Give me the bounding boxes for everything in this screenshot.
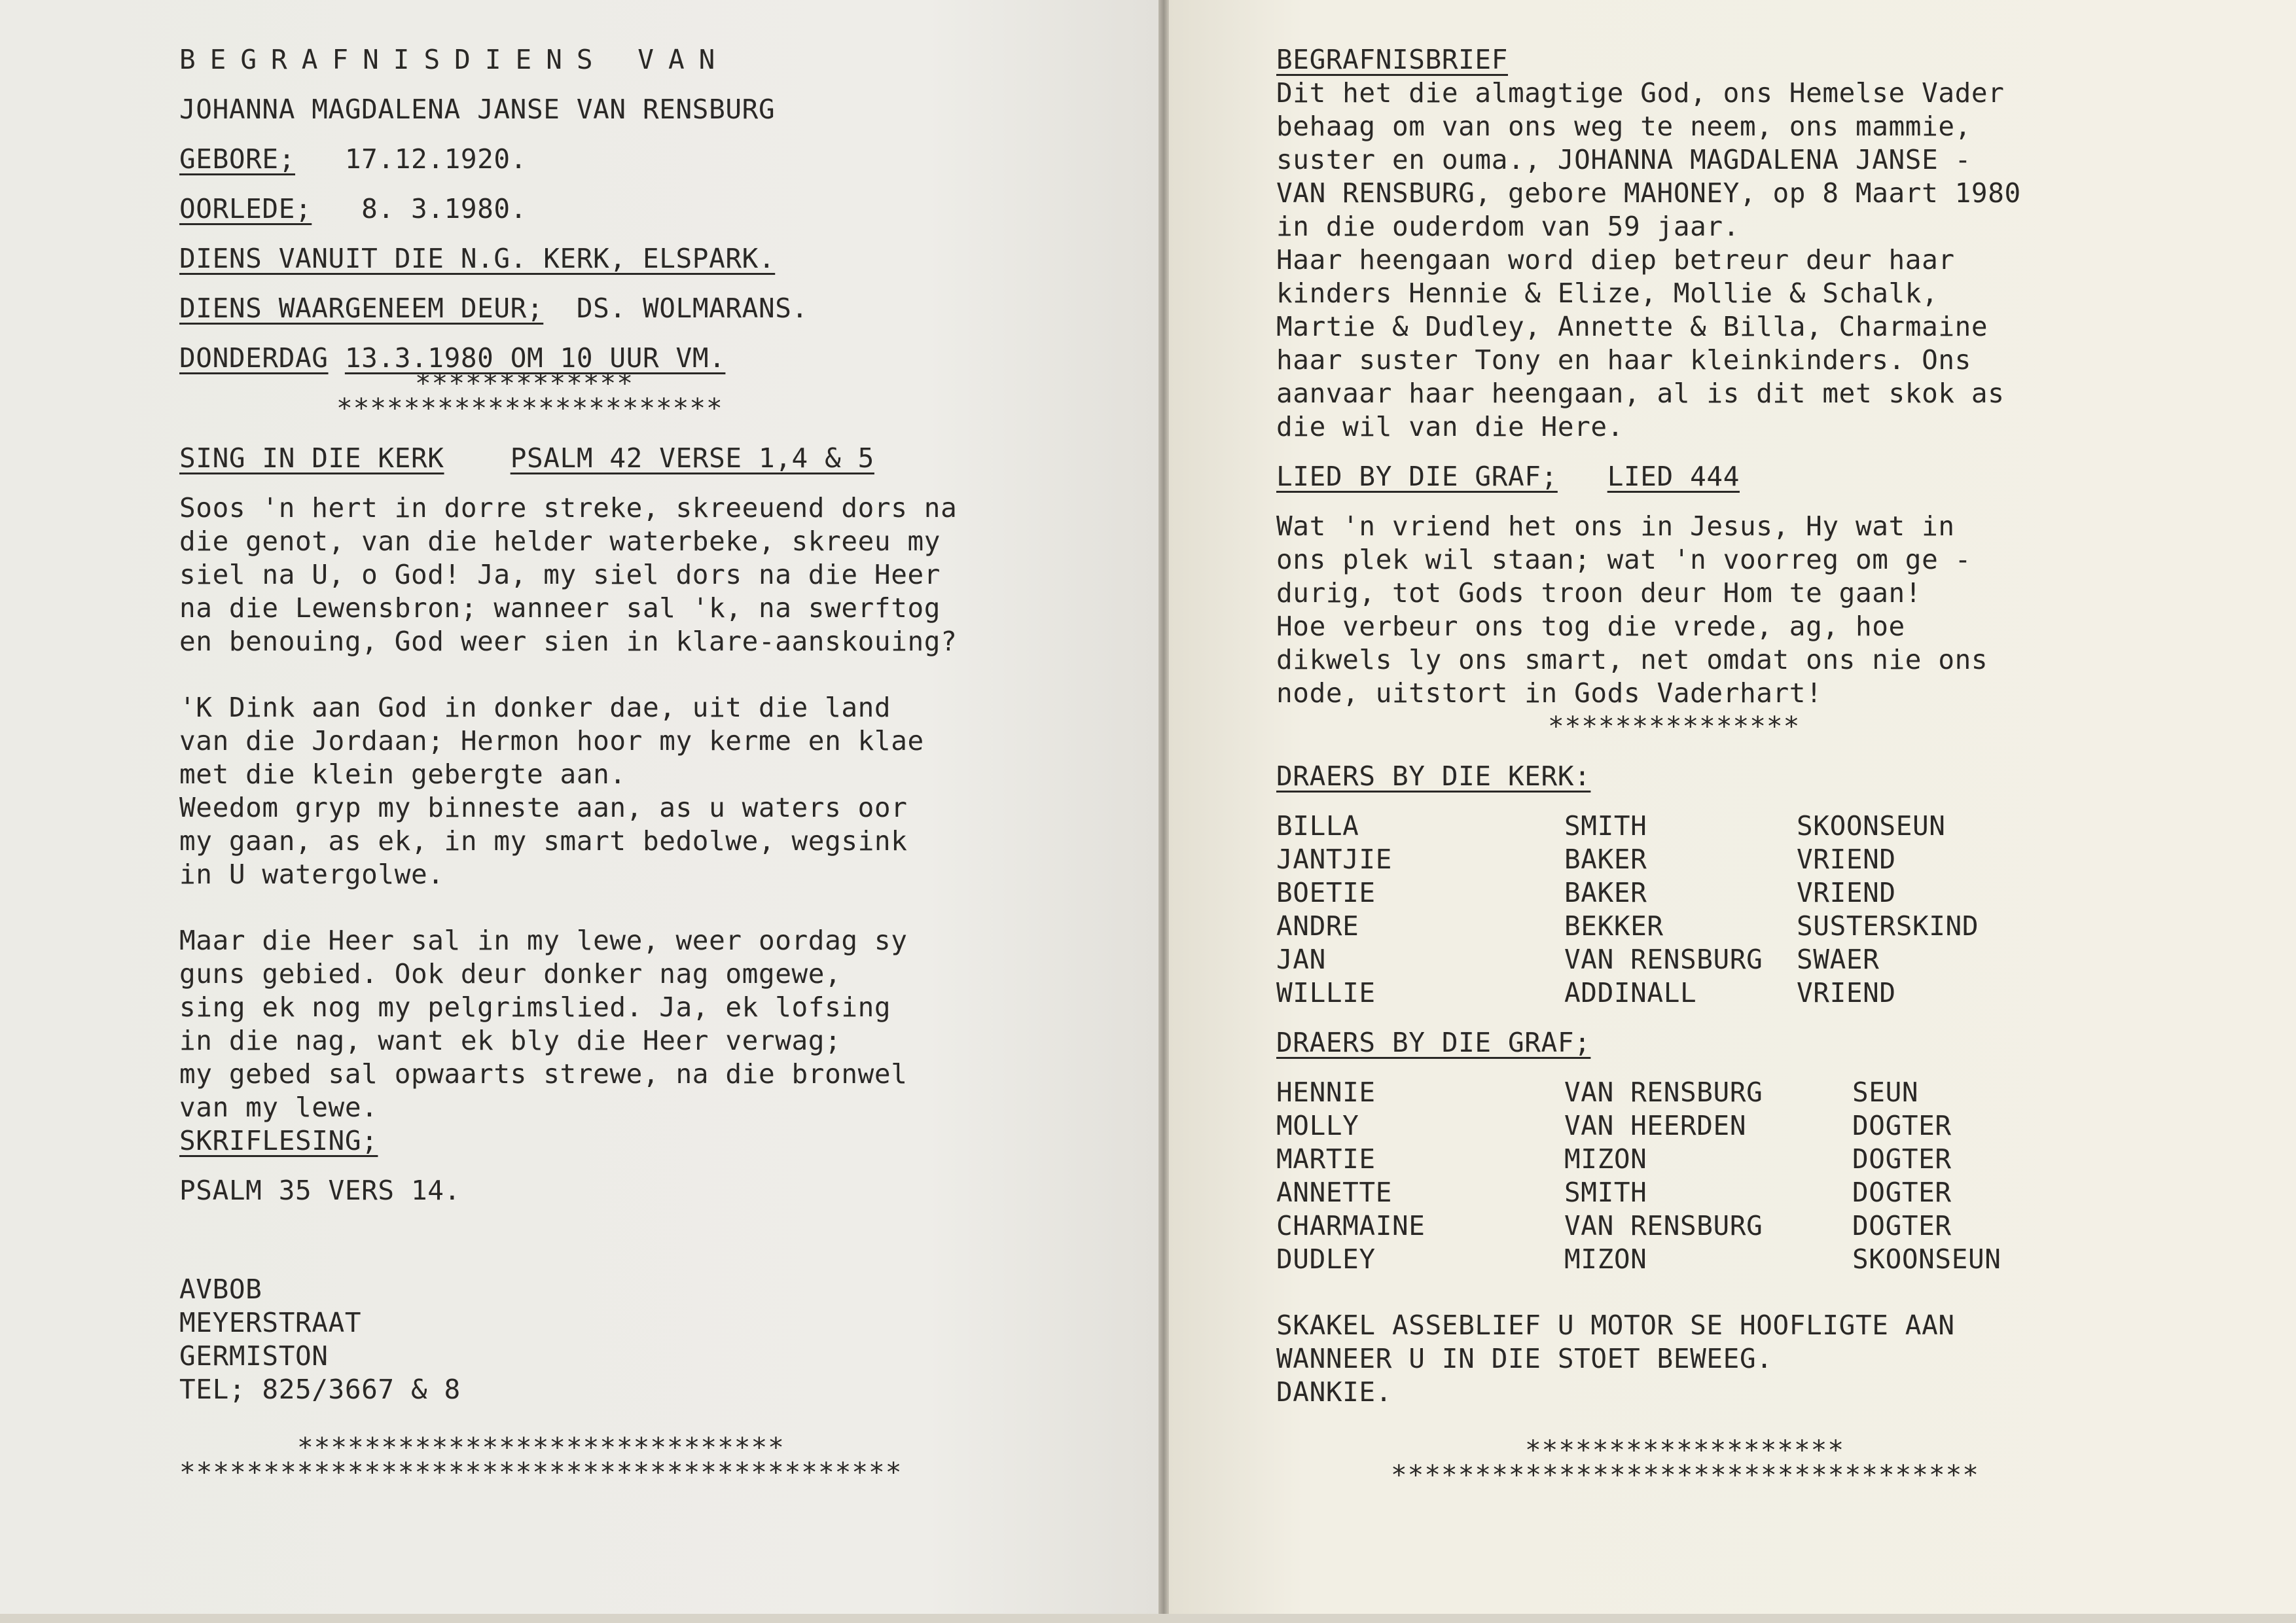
letter-line: aanvaar haar heengaan, al is dit met skok as	[1276, 378, 2005, 409]
bearer-surname: BAKER	[1564, 877, 1647, 908]
born-label: GEBORE;	[179, 143, 295, 175]
bearers-church-table	[1276, 810, 2271, 1010]
bearer-surname: BEKKER	[1564, 910, 1664, 942]
bearer-surname: VAN RENSBURG	[1564, 1077, 1763, 1108]
bearer-surname: VAN HEERDEN	[1564, 1110, 1747, 1141]
service-venue: DIENS VANUIT DIE N.G. KERK, ELSPARK.	[179, 243, 776, 274]
reading-value: PSALM 35 VERS 14.	[179, 1175, 461, 1206]
verse-line: Weedom gryp my binneste aan, as u waters oor	[179, 792, 908, 823]
bearer-first-name: JAN	[1276, 944, 1326, 975]
verse-line: my gebed sal opwaarts strewe, na die bronwel	[179, 1058, 908, 1090]
song-line: node, uitstort in Gods Vaderhart!	[1276, 677, 1823, 709]
funeral-letter	[1276, 77, 2271, 444]
verse-line: siel na U, o God! Ja, my siel dors na die Heer	[179, 559, 941, 590]
bearer-surname: BAKER	[1564, 844, 1647, 875]
divider-stars-long: ***********************	[336, 393, 723, 424]
bearer-relation: VRIEND	[1797, 877, 1896, 908]
bearer-relation: DOGTER	[1852, 1110, 1952, 1141]
verse-line: van die Jordaan; Hermon hoor my kerme en klae	[179, 725, 924, 757]
letter-line: die wil van die Here.	[1276, 411, 1624, 442]
song-heading-line	[1276, 460, 2271, 493]
song-line: dikwels ly ons smart, net omdat ons nie ons	[1276, 644, 1988, 675]
bearer-first-name: ANDRE	[1276, 910, 1359, 942]
bearer-first-name: HENNIE	[1276, 1077, 1376, 1108]
died-line	[179, 192, 1122, 226]
verse-line: na die Lewensbron; wanneer sal 'k, na swerftog	[179, 592, 941, 624]
bearer-relation: DOGTER	[1852, 1143, 1952, 1175]
bearer-surname: MIZON	[1564, 1143, 1647, 1175]
song-line: durig, tot Gods troon deur Hom te gaan!	[1276, 577, 1922, 609]
bearer-relation: VRIEND	[1797, 977, 1896, 1008]
died-label: OORLEDE;	[179, 193, 312, 224]
verse-line: in die nag, want ek bly die Heer verwag;	[179, 1025, 842, 1056]
letter-line: VAN RENSBURG, gebore MAHONEY, op 8 Maart 1980	[1276, 177, 2021, 209]
footer-stars-top: *******************	[1525, 1435, 1844, 1466]
closing-line: SKAKEL ASSEBLIEF U MOTOR SE HOOFLIGTE AAN	[1276, 1310, 1955, 1341]
page-fold	[1158, 0, 1169, 1623]
bearer-surname: ADDINALL	[1564, 977, 1697, 1008]
verse-line: en benouing, God weer sien in klare-aanskouing?	[179, 626, 958, 657]
closing-line: WANNEER U IN DIE STOET BEWEEG.	[1276, 1343, 1773, 1374]
right-page-content	[1276, 43, 2271, 1492]
undertaker-block	[179, 1273, 1122, 1406]
footer-stars-bottom: *******************************************	[179, 1457, 903, 1488]
bearer-relation: DOGTER	[1852, 1210, 1952, 1241]
letter-line: behaag om van ons weg te neem, ons mammie,	[1276, 111, 1971, 142]
letter-line: in die ouderdom van 59 jaar.	[1276, 211, 1740, 242]
bearers-church-heading	[1276, 760, 2271, 793]
date-line	[179, 342, 1122, 375]
verse-line: met die klein gebergte aan.	[179, 758, 626, 790]
closing-notice	[1276, 1309, 2271, 1409]
divider-stars-short: *************	[415, 368, 634, 399]
divider-stars-mid: ***************	[1548, 711, 1801, 742]
left-page-content	[179, 43, 1122, 1489]
bearer-relation: VRIEND	[1797, 844, 1896, 875]
bearer-relation: SKOONSEUN	[1797, 810, 1946, 842]
hymn-line	[179, 442, 1122, 475]
song-line: ons plek wil staan; wat 'n voorreg om ge -	[1276, 544, 1971, 575]
verse-line: 'K Dink aan God in donker dae, uit die land	[179, 692, 891, 723]
bearer-surname: VAN RENSBURG	[1564, 1210, 1763, 1241]
bearer-first-name: JANTJIE	[1276, 844, 1392, 875]
verse-line: sing ek nog my pelgrimslied. Ja, ek lofsing	[179, 991, 891, 1023]
bearer-surname: VAN RENSBURG	[1564, 944, 1763, 975]
letter-line: Martie & Dudley, Annette & Billa, Charmaine	[1276, 311, 1988, 342]
bearer-relation: SKOONSEUN	[1852, 1243, 2001, 1275]
bearer-relation: DOGTER	[1852, 1177, 1952, 1208]
officiant-line	[179, 292, 1122, 325]
song-number: LIED 444	[1607, 461, 1740, 492]
song-text	[1276, 510, 2271, 710]
song-line: Hoe verbeur ons tog die vrede, ag, hoe	[1276, 611, 1905, 642]
letter-line: kinders Hennie & Elize, Mollie & Schalk,	[1276, 277, 1939, 309]
bearer-first-name: MARTIE	[1276, 1143, 1376, 1175]
bearer-first-name: ANNETTE	[1276, 1177, 1392, 1208]
bearers-church-label: DRAERS BY DIE KERK:	[1276, 760, 1591, 792]
bearer-first-name: DUDLEY	[1276, 1243, 1376, 1275]
psalm-verse-3	[179, 924, 1122, 1124]
verse-line: van my lewe.	[179, 1092, 378, 1123]
letter-heading: BEGRAFNISBRIEF	[1276, 44, 1508, 75]
undertaker-line: TEL; 825/3667 & 8	[179, 1374, 461, 1405]
bearer-first-name: CHARMAINE	[1276, 1210, 1426, 1241]
letter-line: Haar heengaan word diep betreur deur haar	[1276, 244, 1955, 276]
letter-heading-line	[1276, 43, 2271, 77]
reading-label: SKRIFLESING;	[179, 1125, 378, 1156]
closing-line: DANKIE.	[1276, 1376, 1392, 1408]
undertaker-line: MEYERSTRAAT	[179, 1307, 362, 1338]
officiant-label: DIENS WAARGENEEM DEUR;	[179, 293, 544, 324]
service-venue-line	[179, 242, 1122, 276]
letter-line: Dit het die almagtige God, ons Hemelse Vader	[1276, 77, 2005, 109]
bearers-grave-table	[1276, 1076, 2271, 1276]
bearer-surname: MIZON	[1564, 1243, 1647, 1275]
reading-heading-line	[179, 1124, 1122, 1158]
song-label: LIED BY DIE GRAF;	[1276, 461, 1558, 492]
bearer-relation: SEUN	[1852, 1077, 1919, 1108]
officiant-value: DS. WOLMARANS.	[576, 293, 808, 324]
verse-line: my gaan, as ek, in my smart bedolwe, wegsink	[179, 825, 908, 857]
verse-line: Maar die Heer sal in my lewe, weer oordag sy	[179, 925, 908, 956]
date-label: DONDERDAG	[179, 342, 329, 374]
psalm-label: PSALM 42 VERSE 1,4 & 5	[510, 442, 874, 474]
bearer-first-name: WILLIE	[1276, 977, 1376, 1008]
sing-label: SING IN DIE KERK	[179, 442, 444, 474]
service-heading: BEGRAFNISDIENS VAN	[179, 44, 730, 75]
date-value: 13.3.1980 OM 10 UUR VM.	[344, 342, 726, 374]
bottom-edge	[0, 1614, 2296, 1623]
verse-line: guns gebied. Ook deur donker nag omgewe,	[179, 958, 842, 990]
footer-stars-bottom: ***********************************	[1391, 1459, 1979, 1491]
died-value: 8. 3.1980.	[361, 193, 527, 224]
bearers-grave-label: DRAERS BY DIE GRAF;	[1276, 1027, 1591, 1058]
verse-line: Soos 'n hert in dorre streke, skreeuend dors na	[179, 492, 958, 524]
footer-stars-top: *****************************	[297, 1432, 785, 1463]
bearer-first-name: BOETIE	[1276, 877, 1376, 908]
song-line: Wat 'n vriend het ons in Jesus, Hy wat in	[1276, 510, 1955, 542]
letter-line: haar suster Tony en haar kleinkinders. Ons	[1276, 344, 1971, 376]
bearer-relation: SWAER	[1797, 944, 1880, 975]
born-value: 17.12.1920.	[344, 143, 527, 175]
bearer-first-name: BILLA	[1276, 810, 1359, 842]
deceased-name: JOHANNA MAGDALENA JANSE VAN RENSBURG	[179, 94, 776, 125]
psalm-verse-1	[179, 491, 1122, 658]
verse-line: die genot, van die helder waterbeke, skreeu my	[179, 526, 941, 557]
bearer-relation: SUSTERSKIND	[1797, 910, 1979, 942]
undertaker-line: AVBOB	[179, 1274, 262, 1305]
bearer-first-name: MOLLY	[1276, 1110, 1359, 1141]
verse-line: in U watergolwe.	[179, 859, 444, 890]
letter-line: suster en ouma., JOHANNA MAGDALENA JANSE -	[1276, 144, 1971, 175]
bearer-surname: SMITH	[1564, 1177, 1647, 1208]
bearers-grave-heading	[1276, 1026, 2271, 1060]
psalm-verse-2	[179, 691, 1122, 891]
born-line	[179, 143, 1122, 176]
bearer-surname: SMITH	[1564, 810, 1647, 842]
undertaker-line: GERMISTON	[179, 1340, 329, 1372]
